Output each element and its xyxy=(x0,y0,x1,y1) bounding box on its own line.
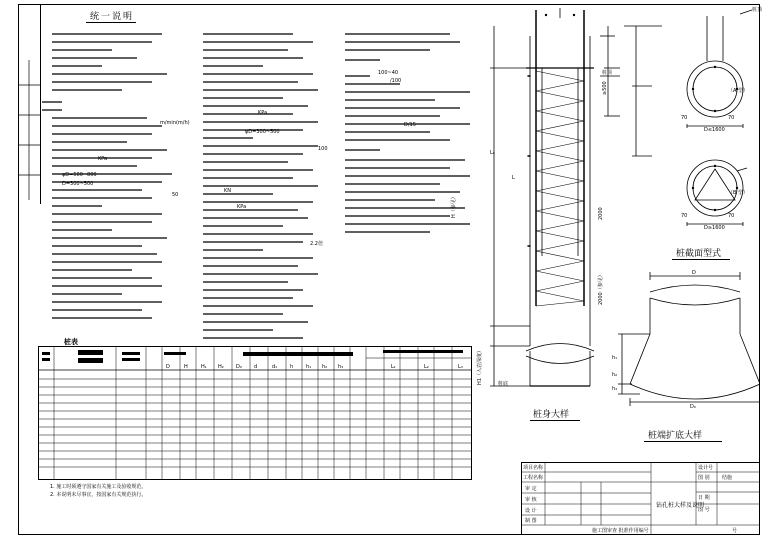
shaft-title-underline xyxy=(530,420,580,421)
col-header-d0: D₀ xyxy=(236,364,242,370)
bell-d-top: D xyxy=(692,270,696,276)
notes-title: 统一说明 xyxy=(90,12,135,22)
ratio-100-label: /100 xyxy=(390,78,402,84)
pile-table-headers xyxy=(38,364,472,374)
tb-footer-no: 号 xyxy=(732,528,738,534)
title-block xyxy=(521,462,760,535)
section-diameter-a: D≤1600 xyxy=(704,127,725,133)
tb-drawing-name: 钻孔桩大样及说明 xyxy=(656,502,705,509)
bell-d-bottom: D₀ xyxy=(690,404,696,410)
col-header-h2: H₂ xyxy=(218,364,224,370)
pile-section-types xyxy=(622,6,763,246)
bell-detail-title: 桩端扩底大样 xyxy=(648,431,703,441)
col-header-l1: L₁ xyxy=(391,364,396,370)
binding-strip-lines xyxy=(18,60,40,200)
tb-review-label: 审 核 xyxy=(525,497,537,503)
col-header-small-h2: h₂ xyxy=(322,364,328,370)
tb-drawing-type-label: 图 别 xyxy=(698,475,710,481)
section-title-underline xyxy=(672,259,730,260)
cover-ratio-label: D/15 xyxy=(404,122,416,128)
section-type-a-label: （A 型） xyxy=(728,88,749,94)
col-header-small-h1: h₁ xyxy=(306,364,312,370)
bell-title-underline xyxy=(644,441,722,442)
notes-column-2-text-lines xyxy=(193,26,338,346)
num-50-label: 50 xyxy=(172,192,179,198)
num-100-label: 100 xyxy=(318,146,328,152)
shaft-top-label: 桩顶 xyxy=(602,70,613,76)
tb-work-name-label: 工程名称 xyxy=(523,475,544,481)
shaft-detail-title: 桩身大样 xyxy=(533,410,570,420)
tb-phase-value: 结施 xyxy=(722,475,733,481)
shaft-dim-2000b: 2000（参见） xyxy=(598,272,604,305)
height-range-label: 100~40 xyxy=(378,70,399,76)
shaft-dim-h: H（参见） xyxy=(451,194,457,218)
shaft-dim-l0: L₀ xyxy=(490,150,495,156)
tb-date-label: 日 期 xyxy=(698,495,710,501)
tb-design-label: 设 计 xyxy=(525,508,537,514)
kpa-label-1: KPa xyxy=(98,156,108,162)
bell-h3: h₃ xyxy=(612,386,618,392)
col-header-l2: L₂ xyxy=(424,364,429,370)
dia-range-label-3: φD=300~500 xyxy=(245,129,280,135)
tb-draw-label: 制 图 xyxy=(525,518,537,524)
section-type-b-label: （B 型） xyxy=(728,190,749,196)
bell-h2: h₂ xyxy=(612,372,618,378)
pile-table-title: 桩表 xyxy=(64,338,78,346)
tb-project-name-label: 项目名称 xyxy=(523,465,544,471)
section-types-title: 桩截面型式 xyxy=(676,249,722,259)
tb-drawing-no-label: 图 号 xyxy=(698,507,710,513)
shaft-bottom-label: 桩底 xyxy=(498,381,509,387)
shaft-dim-2000: 2000 xyxy=(598,207,604,220)
col-header-small-d: d xyxy=(254,364,258,370)
section-cover-a-left: 70 xyxy=(681,115,688,121)
dia-range-label-1: φD=500~800 xyxy=(62,172,97,178)
kpa-label-3: KPa xyxy=(237,204,247,210)
section-diameter-b: D≥1600 xyxy=(704,225,725,231)
col-header-d: D xyxy=(166,364,170,370)
mix-ratio-label: 2.2倍 xyxy=(310,241,323,247)
shaft-dim-h1: H1（入岩深度） xyxy=(477,348,483,385)
kpa-label-2: KPa xyxy=(258,110,268,116)
bell-h1: h₁ xyxy=(612,355,618,361)
col-header-l3: L₃ xyxy=(458,364,463,370)
tb-design-no-label: 设计号 xyxy=(698,465,714,471)
col-header-h1: H₁ xyxy=(201,364,207,370)
kn-label: KN xyxy=(224,188,232,194)
tb-footer-text: 施工图审查 批准作用编号 xyxy=(592,528,649,534)
col-header-d1: d₁ xyxy=(272,364,278,370)
notes-title-underline xyxy=(86,22,136,23)
shaft-dim-min: ≥500 xyxy=(602,81,608,95)
section-cover-b-left: 70 xyxy=(681,213,688,219)
col-header-h: H xyxy=(184,364,188,370)
tb-approve-label: 审 定 xyxy=(525,486,537,492)
bottom-note-1: 1. 施工时须遵守国家有关施工及验收规范。 xyxy=(50,484,147,490)
dia-range-label-2: D=300~500 xyxy=(62,181,94,187)
col-header-small-h3: h₃ xyxy=(338,364,344,370)
section-cover-b-right: 70 xyxy=(728,213,735,219)
section-cover-a-right: 70 xyxy=(728,115,735,121)
bottom-note-2: 2. 本说明未尽事宜，按国家有关规范执行。 xyxy=(50,492,147,498)
col-header-small-h: h xyxy=(290,364,294,370)
notes-column-3-text-lines xyxy=(340,26,480,246)
units-flow-label: m/min(m/h) xyxy=(160,120,190,126)
section-top-label: 桩顶 xyxy=(752,7,763,13)
shaft-dim-l: L xyxy=(512,175,515,181)
pile-bell-detail xyxy=(610,264,760,424)
